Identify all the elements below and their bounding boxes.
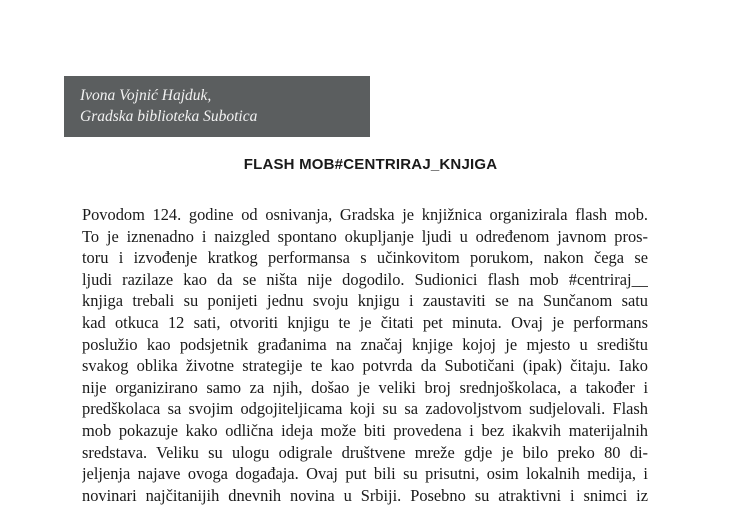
body-line: jeljenja najave ovoga događaja. Ovaj put bili su prisutni, osim lokalnih medija, i (82, 464, 648, 484)
author-box (64, 76, 370, 137)
body-line: poslužio kao podsjetnik građanima na značaj knjige kojoj je mjesto u središtu (82, 334, 648, 354)
body-line: ljudi razilaze kao da se ništa nije dogodilo. Sudionici flash mob #centriraj__ (82, 269, 648, 289)
author-name: Ivona Vojnić Hajduk, (80, 87, 212, 104)
body-line: knjiga trebali su ponijeti jednu svoju knjigu i zaustaviti se na Sunčanom satu (82, 291, 648, 311)
body-line: mob pokazuje kako odlična ideja može biti provedena i bez ikakvih materijalnih (82, 420, 648, 440)
body-line: svakog oblika životne strategije te kao potvrda da Subotičani (ipak) čitaju. Iako (82, 356, 648, 376)
body-line: kad otkuca 12 sati, otvoriti knjigu te je čitati pet minuta. Ovaj je performans (82, 312, 648, 332)
body-line: predškolaca sa svojim odgojiteljicama koji su sa zadovoljstvom sudjelovali. Flash (82, 399, 648, 419)
body-line: toru i izvođenje kratkog performansa s učinkovitom porukom, nakon čega se (82, 248, 648, 268)
article-body (82, 204, 648, 506)
body-line: Povodom 124. godine od osnivanja, Gradska je knjižnica organizirala flash mob. (82, 205, 648, 224)
body-line: To je iznenadno i naizgled spontano okupljanje ljudi u određenom javnom pros- (82, 226, 648, 246)
article-title: FLASH MOB#CENTRIRAJ_KNJIGA (243, 156, 498, 173)
author-affiliation: Gradska biblioteka Subotica (80, 108, 258, 125)
body-line: novinari najčitanijih dnevnih novina u Srbiji. Posebno su atraktivni i snimci iz (82, 485, 648, 505)
body-line: sredstava. Veliku su ulogu odigrale društvene mreže gdje je bilo preko 80 di- (82, 442, 648, 462)
body-line: nije organizirano samo za njih, došao je veliki broj srednjoškolaca, a također i (82, 377, 648, 397)
